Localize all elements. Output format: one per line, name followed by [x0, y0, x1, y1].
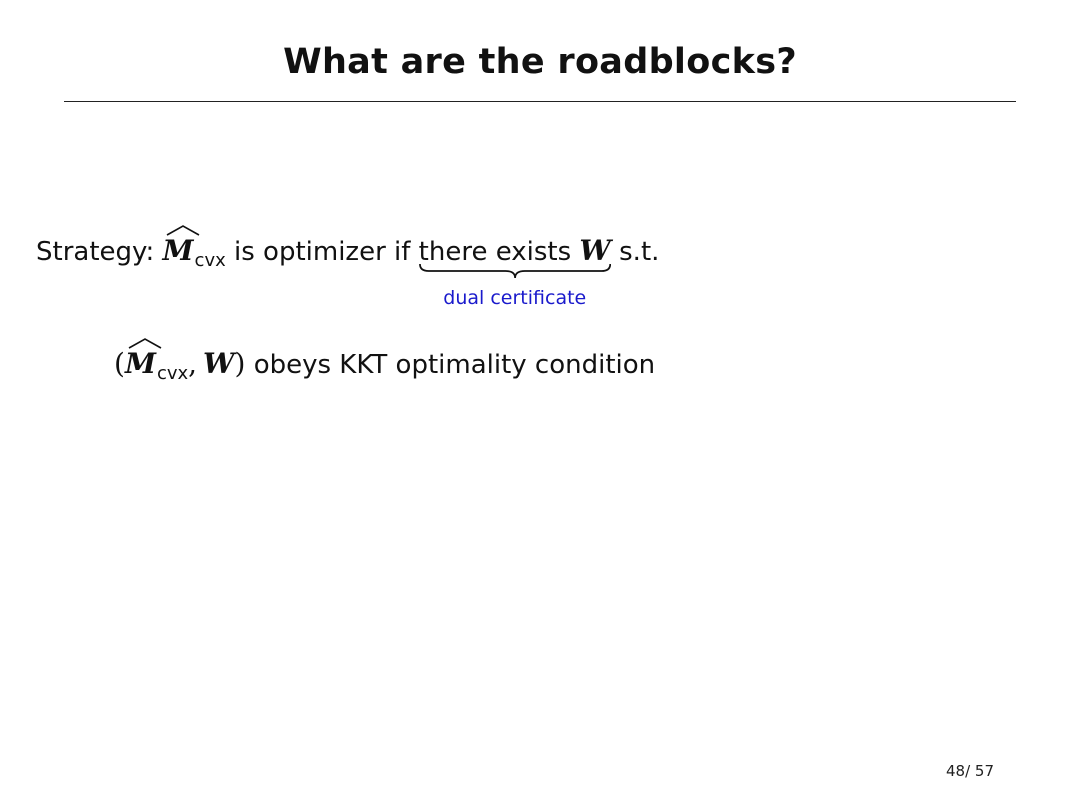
estimator-subscript: cvx	[194, 250, 226, 271]
page-number: 48/ 57	[946, 762, 994, 780]
estimator-symbol: M	[124, 347, 156, 380]
kkt-condition-statement	[114, 349, 655, 383]
certificate-symbol: W	[203, 347, 235, 380]
title-divider	[64, 101, 1016, 102]
estimator-subscript: cvx	[156, 363, 189, 384]
slide-title: What are the roadblocks?	[283, 42, 797, 82]
close-paren: )	[234, 347, 246, 380]
strategy-label: Strategy:	[36, 237, 155, 267]
underbraced-expression	[418, 234, 611, 309]
strategy-statement	[36, 234, 660, 309]
dual-certificate-label: dual certificate	[443, 287, 587, 309]
estimator-symbol: M	[162, 234, 194, 267]
certificate-symbol: W	[579, 234, 611, 267]
is-optimizer-text: is optimizer if	[234, 237, 411, 267]
estimator-m-hat-cvx-2	[125, 349, 188, 383]
st-text: s.t.	[619, 237, 660, 267]
open-paren: (	[114, 347, 125, 380]
underbrace	[419, 263, 611, 279]
kkt-condition-text: obeys KKT optimality condition	[253, 350, 656, 380]
comma: ,	[188, 347, 198, 380]
estimator-m-hat-cvx	[163, 236, 226, 270]
there-exists-text: there exists	[418, 237, 572, 267]
